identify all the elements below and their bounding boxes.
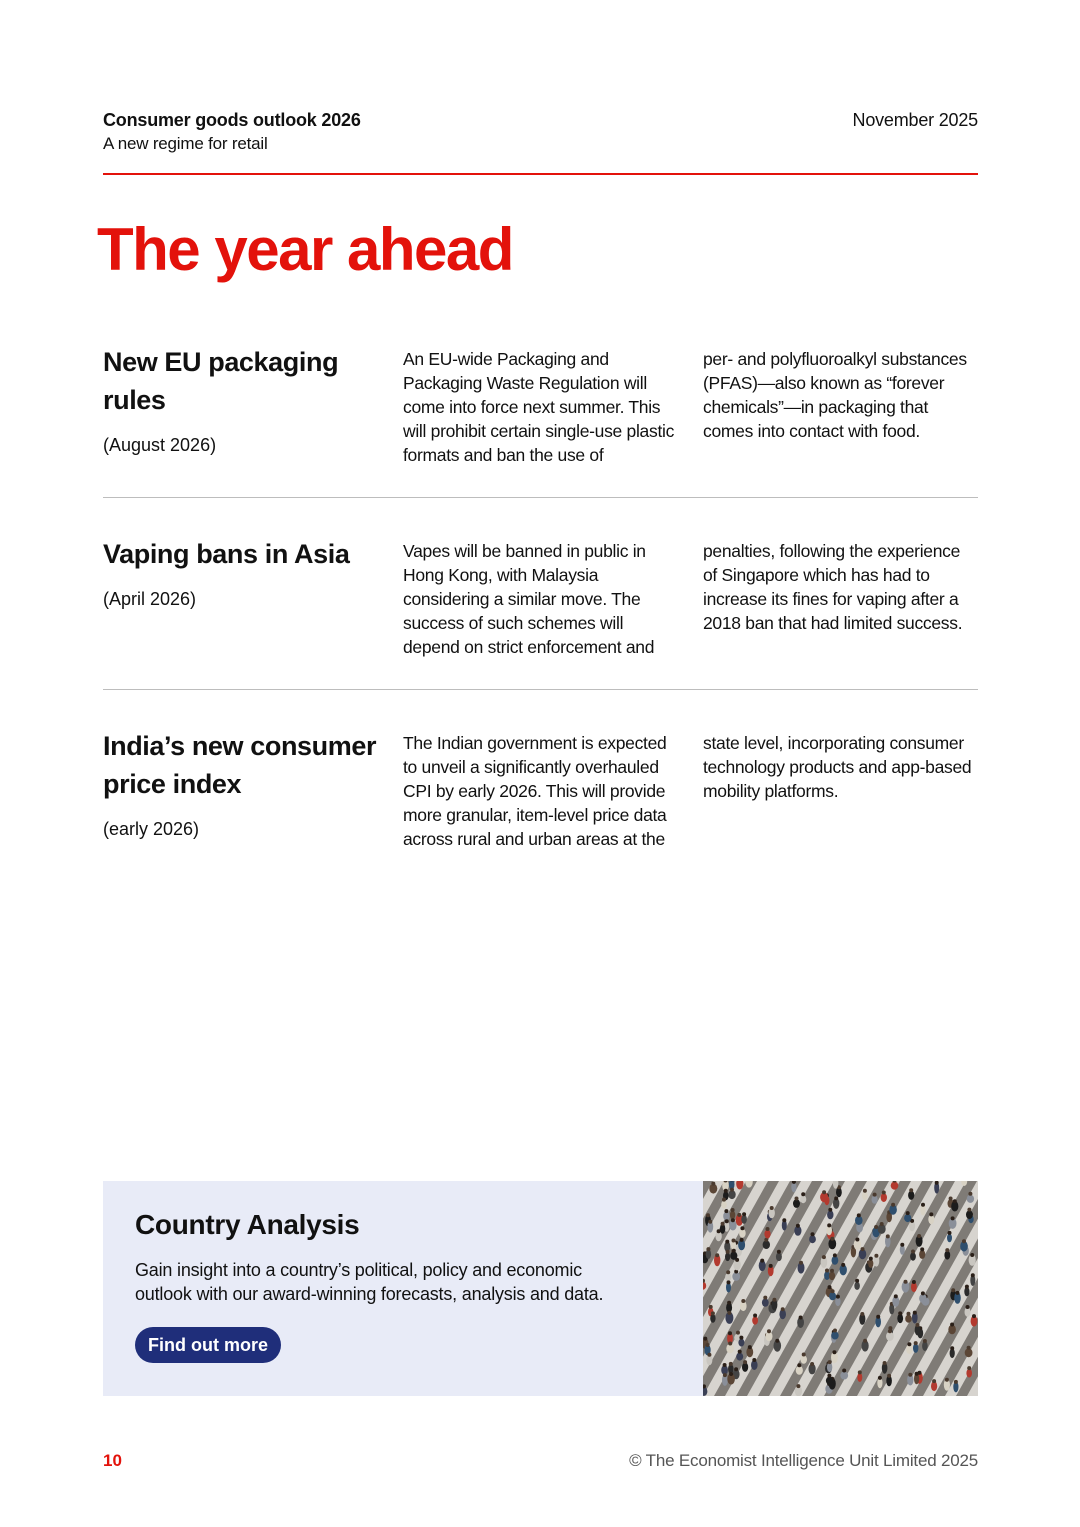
pedestrian-head: [739, 1336, 743, 1340]
pedestrian-head: [725, 1219, 729, 1223]
section-divider: [103, 689, 978, 690]
pedestrian-head: [732, 1249, 736, 1253]
pedestrian-head: [707, 1353, 711, 1357]
pedestrian: [800, 1195, 806, 1203]
pedestrian-head: [951, 1288, 955, 1292]
pedestrian-head: [923, 1339, 927, 1343]
pedestrian-head: [729, 1362, 733, 1366]
pedestrian-head: [727, 1311, 731, 1315]
pedestrian-head: [796, 1384, 800, 1388]
pedestrian-head: [726, 1270, 730, 1274]
pedestrian-head: [801, 1192, 805, 1196]
pedestrian-head: [833, 1253, 837, 1257]
pedestrian-head: [740, 1238, 744, 1242]
pedestrian-head: [715, 1253, 719, 1257]
pedestrian-head: [916, 1323, 920, 1327]
pedestrian-head: [929, 1212, 933, 1216]
pedestrian-head: [743, 1360, 747, 1364]
pedestrian-head: [706, 1213, 710, 1217]
pedestrian-head: [722, 1198, 726, 1202]
pedestrian-head: [855, 1238, 859, 1242]
pedestrian-head: [732, 1239, 736, 1243]
pedestrian-head: [948, 1231, 952, 1235]
pedestrian: [904, 1214, 911, 1222]
pedestrian-head: [711, 1311, 715, 1315]
pedestrian: [905, 1315, 912, 1323]
pedestrian-head: [967, 1346, 971, 1350]
pedestrian-head: [769, 1264, 773, 1268]
pedestrian: [910, 1252, 916, 1260]
section-title: New EU packaging rules: [103, 347, 339, 415]
pedestrian-head: [841, 1263, 845, 1267]
pedestrian-head: [861, 1247, 865, 1251]
pedestrian-head: [888, 1329, 892, 1333]
pedestrian-head: [830, 1237, 834, 1241]
pedestrian-head: [706, 1247, 710, 1251]
pedestrian-head: [830, 1269, 834, 1273]
pedestrian-head: [797, 1363, 801, 1367]
country-analysis-promo: [103, 1181, 978, 1396]
report-subtitle: A new regime for retail: [103, 134, 268, 153]
pedestrian: [736, 1353, 743, 1361]
section-heading: [103, 343, 378, 457]
pedestrian-head: [822, 1255, 826, 1259]
pedestrian-head: [708, 1220, 712, 1224]
pedestrian-head: [828, 1208, 832, 1212]
pedestrian-head: [914, 1341, 918, 1345]
pedestrian-head: [909, 1188, 913, 1192]
section-body-column-1: Vapes will be banned in public in Hong Kong, with Malaysia considering a similar move. The success of such schemes will depend on strict enforcement and: [403, 541, 655, 657]
pedestrian-head: [777, 1250, 781, 1254]
pedestrian-head: [842, 1369, 846, 1373]
pedestrian-head: [971, 1273, 975, 1277]
pedestrian-head: [891, 1203, 895, 1207]
pedestrian-head: [876, 1315, 880, 1319]
pedestrian-head: [953, 1199, 957, 1203]
pedestrian-head: [967, 1366, 971, 1370]
pedestrian-head: [753, 1314, 757, 1318]
pedestrian-head: [968, 1192, 972, 1196]
pedestrian-head: [965, 1285, 969, 1289]
pedestrian-head: [736, 1331, 740, 1335]
pedestrian-head: [912, 1280, 916, 1284]
pedestrian-head: [827, 1374, 831, 1378]
pedestrian-head: [724, 1209, 728, 1213]
pedestrian-head: [827, 1223, 831, 1227]
pedestrian: [725, 1273, 731, 1281]
pedestrian: [826, 1377, 833, 1385]
pedestrian-head: [949, 1197, 953, 1201]
pedestrian-head: [742, 1212, 746, 1216]
pedestrian-head: [799, 1261, 803, 1265]
pedestrian-head: [836, 1295, 840, 1299]
pedestrian-head: [799, 1316, 803, 1320]
pedestrian-head: [770, 1206, 774, 1210]
pedestrian: [840, 1372, 848, 1380]
pedestrian-head: [932, 1379, 936, 1383]
pedestrian-head: [970, 1253, 974, 1257]
pedestrian-head: [900, 1243, 904, 1247]
pedestrian-head: [951, 1216, 955, 1220]
pedestrian: [752, 1316, 758, 1324]
pedestrian: [831, 1332, 838, 1340]
pedestrian-head: [860, 1312, 864, 1316]
pedestrian-head: [950, 1323, 954, 1327]
pedestrian-head: [886, 1234, 890, 1238]
pedestrian-head: [874, 1254, 878, 1258]
section-body-column-2: penalties, following the experience of Singapore which has had to increase its fines for vaping after a 2018 ban that had limited success.: [703, 541, 963, 633]
page-title: The year ahead: [97, 216, 513, 283]
pedestrian-head: [917, 1234, 921, 1238]
pedestrian-head: [709, 1305, 713, 1309]
section-body-column-2: per- and polyfluoroalkyl substances (PFAS)—also known as “forever chemicals”—in packaging that comes into contact with food.: [703, 349, 967, 441]
pedestrian-head: [882, 1191, 886, 1195]
pedestrian-head: [921, 1203, 925, 1207]
pedestrian-head: [782, 1218, 786, 1222]
pedestrian-head: [874, 1225, 878, 1229]
section-date: (April 2026): [103, 589, 197, 609]
report-header: [103, 108, 978, 156]
pedestrian-head: [950, 1346, 954, 1350]
find-out-more-button[interactable]: Find out more: [135, 1327, 281, 1363]
pedestrian-head: [740, 1226, 744, 1230]
header-divider: [103, 173, 978, 175]
pedestrian-head: [828, 1285, 832, 1289]
page-number: 10: [103, 1451, 122, 1470]
pedestrian-head: [863, 1339, 867, 1343]
section-body-column-1: The Indian government is expected to unveil a significantly overhauled CPI by early 2026. This will provide more granular, item-level price data across rural and urban areas at the: [403, 733, 667, 849]
promo-description: Gain insight into a country’s political, policy and economic outlook with our award-winning forecasts, analysis and data.: [135, 1260, 604, 1304]
pedestrian: [809, 1235, 816, 1243]
pedestrian-head: [907, 1312, 911, 1316]
pedestrian-head: [832, 1350, 836, 1354]
pedestrian-head: [775, 1339, 779, 1343]
report-title: Consumer goods outlook 2026: [103, 110, 361, 130]
crowd-crosswalk-photo: [703, 1181, 978, 1396]
pedestrian-head: [706, 1343, 710, 1347]
pedestrian-head: [878, 1376, 882, 1380]
section-title: Vaping bans in Asia: [103, 539, 350, 569]
pedestrian-head: [730, 1188, 734, 1192]
pedestrian-head: [863, 1189, 867, 1193]
pedestrian-head: [945, 1378, 949, 1382]
pedestrian-head: [741, 1299, 745, 1303]
pedestrian-head: [834, 1196, 838, 1200]
pedestrian-head: [822, 1190, 826, 1194]
pedestrian-head: [738, 1350, 742, 1354]
pedestrian-head: [767, 1329, 771, 1333]
pedestrian-head: [772, 1298, 776, 1302]
section-date: (early 2026): [103, 819, 200, 839]
pedestrian-head: [752, 1358, 756, 1362]
pedestrian-head: [873, 1193, 877, 1197]
pedestrian: [730, 1252, 737, 1260]
pedestrian: [872, 1195, 878, 1203]
pedestrian-head: [724, 1189, 728, 1193]
pedestrian-head: [967, 1208, 971, 1212]
section-body-column-1: An EU-wide Packaging and Packaging Waste Regulation will come into force next summer. This will prohibit certain single-use plastic formats and ban the use of: [403, 349, 675, 465]
pedestrian-head: [725, 1240, 729, 1244]
pedestrian-head: [721, 1222, 725, 1226]
pedestrian-head: [855, 1279, 859, 1283]
section-divider: [103, 497, 978, 498]
crowd-crosswalk-illustration: [703, 1181, 978, 1396]
pedestrian-head: [883, 1361, 887, 1365]
pedestrian-head: [737, 1213, 741, 1217]
pedestrian-head: [802, 1353, 806, 1357]
pedestrian-head: [760, 1259, 764, 1263]
section-heading: [103, 535, 378, 611]
pedestrian-head: [796, 1224, 800, 1228]
pedestrian-head: [711, 1182, 715, 1186]
pedestrian-head: [731, 1208, 735, 1212]
pedestrian-head: [913, 1311, 917, 1315]
pedestrian-head: [811, 1232, 815, 1236]
pedestrian-head: [945, 1248, 949, 1252]
pedestrian: [854, 1282, 860, 1290]
pedestrian-head: [908, 1373, 912, 1377]
pedestrian-head: [731, 1218, 735, 1222]
pedestrian-head: [833, 1329, 837, 1333]
pedestrian-head: [734, 1367, 738, 1371]
pedestrian-head: [962, 1239, 966, 1243]
section-heading: [103, 727, 378, 841]
pedestrian-head: [828, 1360, 832, 1364]
pedestrian-head: [726, 1250, 730, 1254]
section-body-column-2: state level, incorporating consumer technology products and app-based mobility platforms.: [703, 733, 972, 801]
pedestrian: [891, 1182, 899, 1190]
pedestrian-head: [954, 1380, 958, 1384]
pedestrian-head: [869, 1257, 873, 1261]
pedestrian-head: [956, 1291, 960, 1295]
promo-title: Country Analysis: [135, 1209, 360, 1240]
pedestrian: [967, 1195, 974, 1203]
pedestrian-head: [966, 1305, 970, 1309]
pedestrian: [829, 1292, 836, 1300]
pedestrian-head: [781, 1307, 785, 1311]
pedestrian-head: [728, 1331, 732, 1335]
pedestrian-head: [748, 1345, 752, 1349]
pedestrian-head: [763, 1296, 767, 1300]
pedestrian-head: [703, 1337, 707, 1341]
pedestrian: [721, 1201, 727, 1209]
pedestrian-head: [723, 1363, 727, 1367]
pedestrian-head: [766, 1227, 770, 1231]
pedestrian-head: [831, 1289, 835, 1293]
pedestrian-head: [729, 1372, 733, 1376]
publication-date: November 2025: [852, 110, 978, 130]
pedestrian-head: [906, 1211, 910, 1215]
pedestrian-head: [904, 1280, 908, 1284]
pedestrian-head: [727, 1280, 731, 1284]
pedestrian-head: [898, 1311, 902, 1315]
section-date: (August 2026): [103, 435, 217, 455]
pedestrian-head: [810, 1362, 814, 1366]
pedestrian: [738, 1339, 744, 1347]
pedestrian-head: [825, 1269, 829, 1273]
pedestrian-head: [894, 1294, 898, 1298]
pedestrian-head: [907, 1342, 911, 1346]
section-title: India’s new consumer price index: [103, 731, 377, 799]
pedestrian-head: [887, 1374, 891, 1378]
pedestrian-head: [723, 1373, 727, 1377]
pedestrian-head: [727, 1301, 731, 1305]
pedestrian-head: [795, 1197, 799, 1201]
pedestrian-head: [921, 1291, 925, 1295]
pedestrian-head: [880, 1222, 884, 1226]
pedestrian: [762, 1298, 769, 1306]
pedestrian-head: [857, 1213, 861, 1217]
pedestrian-head: [972, 1314, 976, 1318]
pedestrian-head: [858, 1370, 862, 1374]
pedestrian-head: [915, 1372, 919, 1376]
pedestrian-head: [728, 1342, 732, 1346]
copyright-notice: © The Economist Intelligence Unit Limited 2025: [629, 1451, 978, 1470]
pedestrian-head: [911, 1250, 915, 1254]
pedestrian-head: [920, 1247, 924, 1251]
